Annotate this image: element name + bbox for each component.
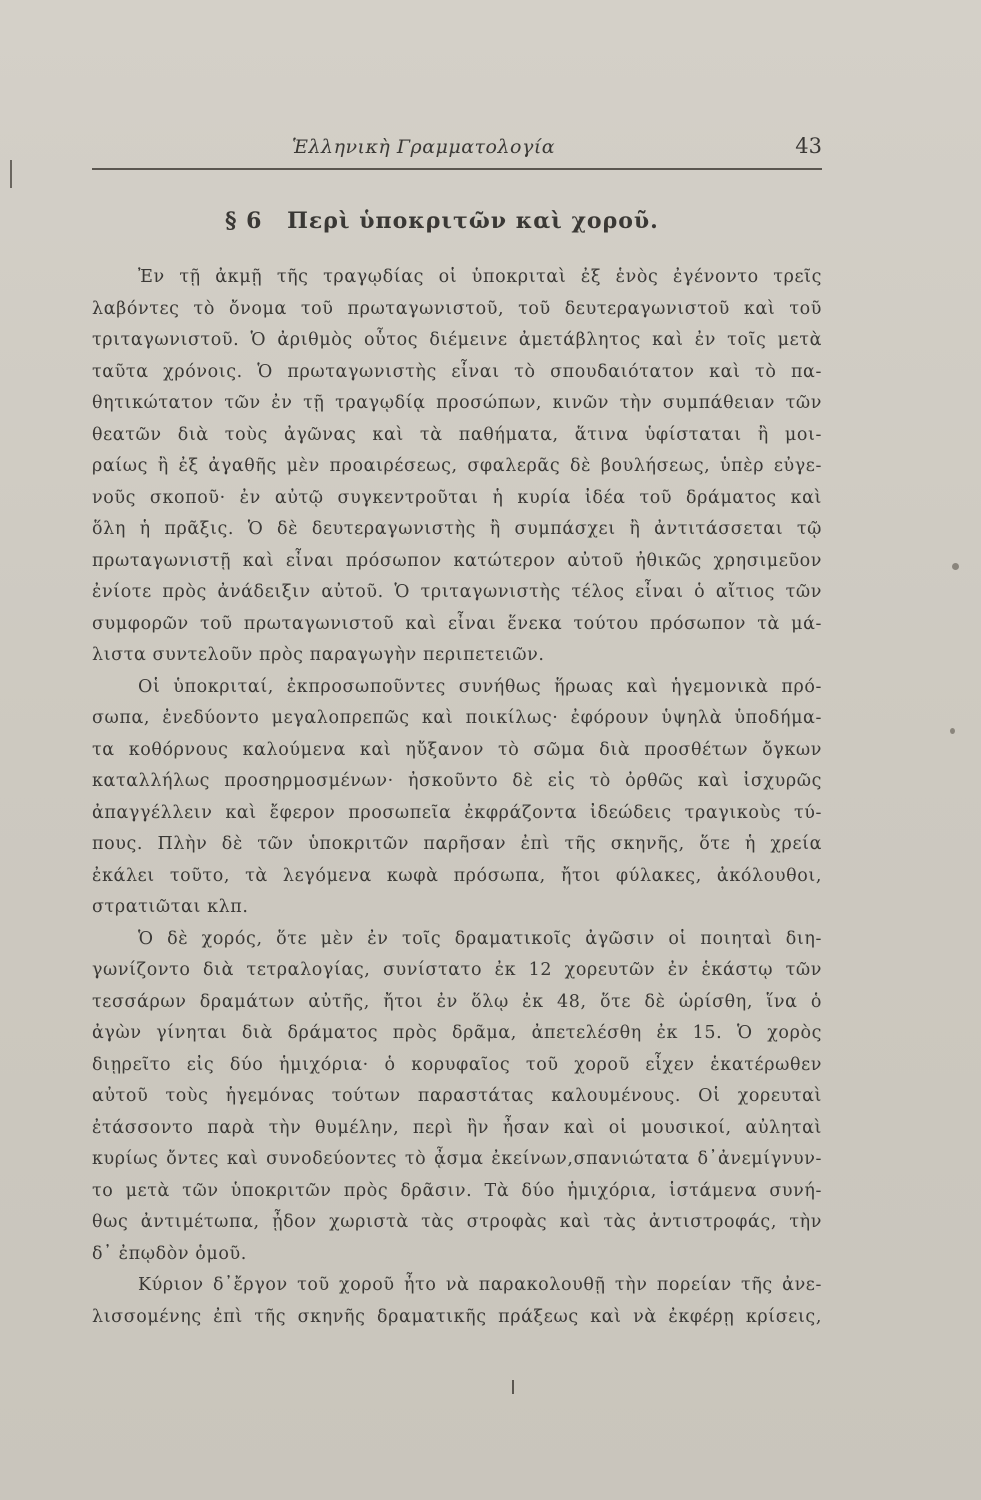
text-line: τα κοθόρνους καλούμενα καὶ ηὔξανον τὸ σῶμα διὰ προσθέτων ὄγκων <box>92 739 822 760</box>
text-line: πρωταγωνιστῇ καὶ εἶναι πρόσωπον κατώτερον αὐτοῦ ἠθικῶς χρησιμεῦον <box>92 550 822 571</box>
text-line: σωπα, ἐνεδύοντο μεγαλοπρεπῶς καὶ ποικίλως· ἐφόρουν ὑψηλὰ ὑποδήμα- <box>92 708 822 728</box>
text-line: ὅλη ἡ πρᾶξις. Ὁ δὲ δευτεραγωνιστὴς ἢ συμπάσχει ἢ ἀντιτάσσεται τῷ <box>92 519 822 539</box>
text-line: λαβόντες τὸ ὄνομα τοῦ πρωταγωνιστοῦ, τοῦ δευτεραγωνιστοῦ καὶ τοῦ <box>92 298 822 319</box>
body-text <box>92 262 822 1333</box>
text-line: νοῦς σκοποῦ· ἐν αὐτῷ συγκεντροῦται ἡ κυρία ἰδέα τοῦ δράματος καὶ <box>92 487 822 508</box>
text-line: τεσσάρων δραμάτων αὐτῆς, ἤτοι ἐν ὅλῳ ἐκ 48, ὅτε δὲ ὡρίσθη, ἵνα ὁ <box>92 991 822 1012</box>
text-line: αὐτοῦ τοὺς ἡγεμόνας τούτων παραστάτας καλουμένους. Οἱ χορευταὶ <box>92 1086 822 1106</box>
text-line: ἀγὼν γίνηται διὰ δράματος πρὸς δρᾶμα, ἀπετελέσθη ἐκ 15. Ὁ χορὸς <box>92 1023 822 1043</box>
section-number: § 6 <box>225 208 263 234</box>
text-line: Κύριον δ᾽ἔργον τοῦ χοροῦ ἦτο νὰ παρακολουθῇ τὴν πορείαν τῆς ἀνε- <box>138 1275 822 1295</box>
running-title: Ἑλληνικὴ Γραμματολογία <box>292 136 556 158</box>
text-line: δ᾽ ἐπῳδὸν ὁμοῦ. <box>92 1243 247 1264</box>
page-number: 43 <box>795 134 822 158</box>
page-header <box>92 134 822 170</box>
text-line: λιστα συντελοῦν πρὸς παραγωγὴν περιπετειῶν. <box>92 645 545 665</box>
text-line: Ἐν τῇ ἀκμῇ τῆς τραγῳδίας οἱ ὑποκριταὶ ἐξ ἑνὸς ἐγένοντο τρεῖς <box>138 267 822 287</box>
text-line: κυρίως ὄντες καὶ συνοδεύοντες τὸ ᾆσμα ἐκείνων,σπανιώτατα δ᾽ἀνεμίγνυν- <box>92 1149 822 1169</box>
section-heading <box>225 208 659 234</box>
text-line: πους. Πλὴν δὲ τῶν ὑποκριτῶν παρῆσαν ἐπὶ τῆς σκηνῆς, ὅτε ἡ χρεία <box>92 834 822 854</box>
text-line: θητικώτατον τῶν ἐν τῇ τραγῳδίᾳ προσώπων, κινῶν τὴν συμπάθειαν τῶν <box>92 393 822 413</box>
text-line: συμφορῶν τοῦ πρωταγωνιστοῦ καὶ εἶναι ἕνεκα τούτου πρόσωπον τὰ μά- <box>92 613 822 634</box>
text-line: ἐτάσσοντο παρὰ τὴν θυμέλην, περὶ ἣν ἦσαν καὶ οἱ μουσικοί, αὐληταὶ <box>92 1117 822 1138</box>
text-line: λισσομένης ἐπὶ τῆς σκηνῆς δραματικῆς πράξεως καὶ νὰ ἐκφέρῃ κρίσεις, <box>92 1306 822 1327</box>
text-line: το μετὰ τῶν ὑποκριτῶν πρὸς δρᾶσιν. Τὰ δύο ἡμιχόρια, ἱστάμενα συνή- <box>92 1180 822 1201</box>
margin-mark <box>10 160 12 188</box>
text-line: στρατιῶται κλπ. <box>92 897 249 917</box>
text-line: καταλλήλως προσηρμοσμένων· ἠσκοῦντο δὲ εἰς τὸ ὀρθῶς καὶ ἰσχυρῶς <box>92 771 822 791</box>
paper-speck <box>950 728 955 734</box>
text-line: ἀπαγγέλλειν καὶ ἔφερον προσωπεῖα ἐκφράζοντα ἰδεώδεις τραγικοὺς τύ- <box>92 802 822 823</box>
text-line: Ὁ δὲ χορός, ὅτε μὲν ἐν τοῖς δραματικοῖς ἀγῶσιν οἱ ποιηταὶ διη- <box>138 928 822 949</box>
bottom-mark <box>512 1380 514 1394</box>
text-line: ἐνίοτε πρὸς ἀνάδειξιν αὐτοῦ. Ὁ τριταγωνιστὴς τέλος εἶναι ὁ αἴτιος τῶν <box>92 582 822 602</box>
section-title: Περὶ ὑποκριτῶν καὶ χοροῦ. <box>287 208 659 234</box>
paper-speck <box>952 563 959 570</box>
text-line: γωνίζοντο διὰ τετραλογίας, συνίστατο ἐκ 12 χορευτῶν ἐν ἑκάστῳ τῶν <box>92 960 822 980</box>
text-line: θεατῶν διὰ τοὺς ἀγῶνας καὶ τὰ παθήματα, ἅτινα ὑφίσταται ἢ μοι- <box>92 424 822 445</box>
text-line: διῃρεῖτο εἰς δύο ἡμιχόρια· ὁ κορυφαῖος τοῦ χοροῦ εἶχεν ἑκατέρωθεν <box>92 1054 822 1075</box>
text-line: θως ἀντιμέτωπα, ᾖδον χωριστὰ τὰς στροφὰς καὶ τὰς ἀντιστροφάς, τὴν <box>92 1212 822 1232</box>
text-line: ταῦτα χρόνοις. Ὁ πρωταγωνιστὴς εἶναι τὸ σπουδαιότατον καὶ τὸ πα- <box>92 361 822 382</box>
text-line: ἐκάλει τοῦτο, τὰ λεγόμενα κωφὰ πρόσωπα, ἤτοι φύλακες, ἀκόλουθοι, <box>92 865 822 886</box>
text-line: ραίως ἢ ἐξ ἀγαθῆς μὲν προαιρέσεως, σφαλερᾶς δὲ βουλήσεως, ὑπὲρ εὐγε- <box>92 456 822 476</box>
text-line: τριταγωνιστοῦ. Ὁ ἀριθμὸς οὗτος διέμεινε ἀμετάβλητος καὶ ἐν τοῖς μετὰ <box>92 330 822 350</box>
text-line: Οἱ ὑποκριταί, ἐκπροσωποῦντες συνήθως ἥρωας καὶ ἡγεμονικὰ πρό- <box>138 676 822 697</box>
